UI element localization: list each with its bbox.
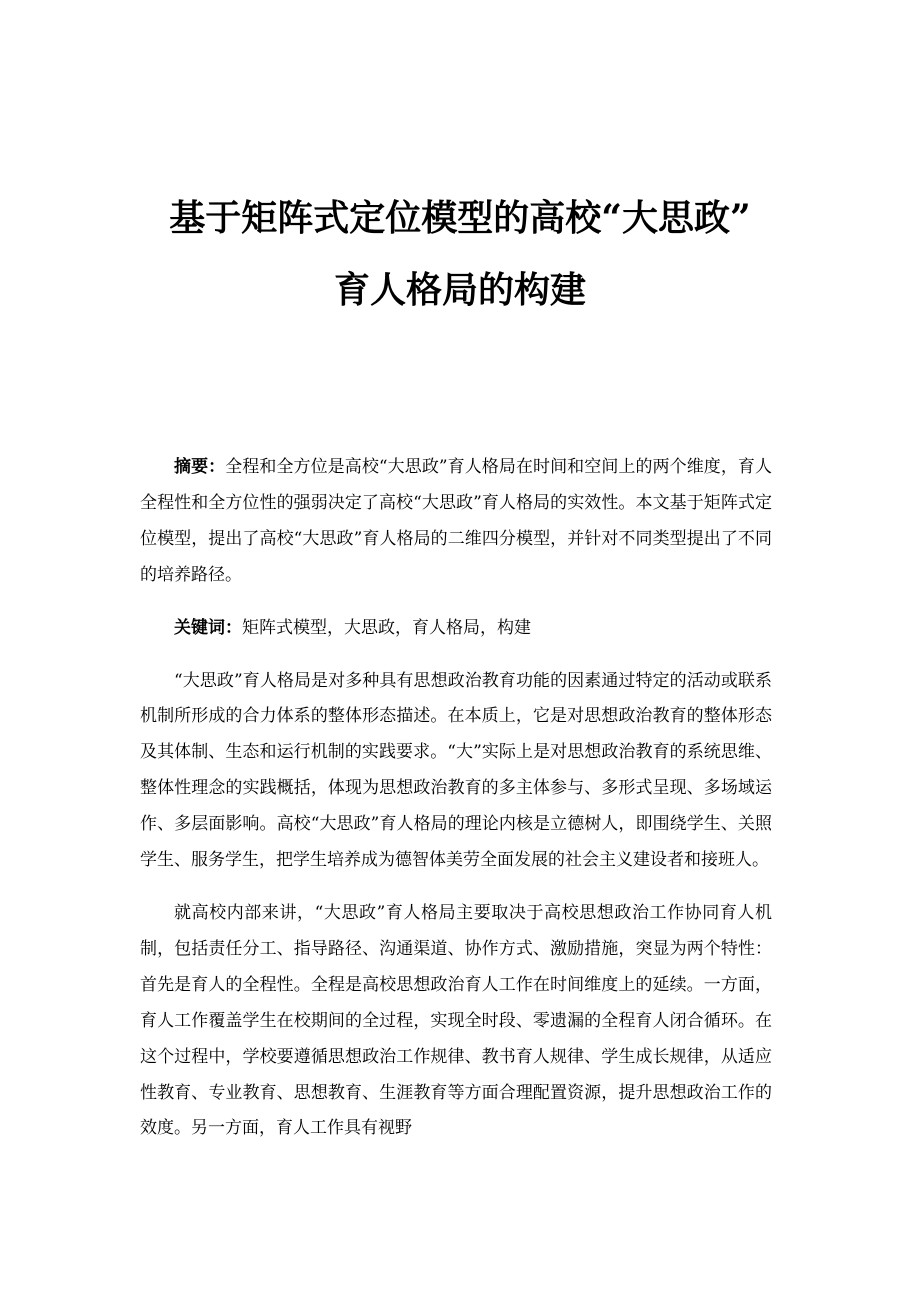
keywords-paragraph: [140, 611, 772, 647]
abstract-text: 全程和全方位是高校“大思政”育人格局在时间和空间上的两个维度，育人全程性和全方位性的强弱决定了高校“大思政”育人格局的实效性。本文基于矩阵式定位模型，提出了高校“大思政”育人格局的二维四分模型，并针对不同类型提出了不同的培养路径。: [140, 457, 773, 585]
keywords-label: 关键词：: [174, 617, 242, 638]
body-paragraph: “大思政”育人格局是对多种具有思想政治教育功能的因素通过特定的活动或联系机制所形成的合力体系的整体形态描述。在本质上，它是对思想政治教育的整体形态及其体制、生态和运行机制的实践要求。“大”实际上是对思想政治教育的系统思维、整体性理念的实践概括，体现为思想政治教育的多主体参与、多形式呈现、多场域运作、多层面影响。高校“大思政”育人格局的理论内核是立德树人，即围绕学生、关照学生、服务学生，把学生培养成为德智体美劳全面发展的社会主义建设者和接班人。: [140, 670, 772, 871]
abstract-paragraph: [140, 450, 772, 594]
abstract-label: 摘要：: [174, 457, 226, 477]
body-paragraph: 就高校内部来讲，“大思政”育人格局主要取决于高校思想政治工作协同育人机制，包括责任分工、指导路径、沟通渠道、协作方式、激励措施，突显为两个特性：首先是育人的全程性。全程是高校思想政治育人工作在时间维度上的延续。一方面，育人工作覆盖学生在校期间的全过程，实现全时段、零遗漏的全程育人闭合循环。在这个过程中，学校要遵循思想政治工作规律、教书育人规律、学生成长规律，从适应性教育、专业教育、思想教育、生涯教育等方面合理配置资源，提升思想政治工作的效度。另一方面，育人工作具有视野: [140, 902, 772, 1139]
keywords-text: 矩阵式模型，大思政，育人格局，构建: [242, 617, 531, 638]
document-title: [100, 182, 820, 326]
title-line-1: 基于矩阵式定位模型的高校“大思政”: [169, 197, 751, 239]
title-line-2: 育人格局的构建: [333, 269, 586, 311]
document-body: [140, 450, 772, 1164]
